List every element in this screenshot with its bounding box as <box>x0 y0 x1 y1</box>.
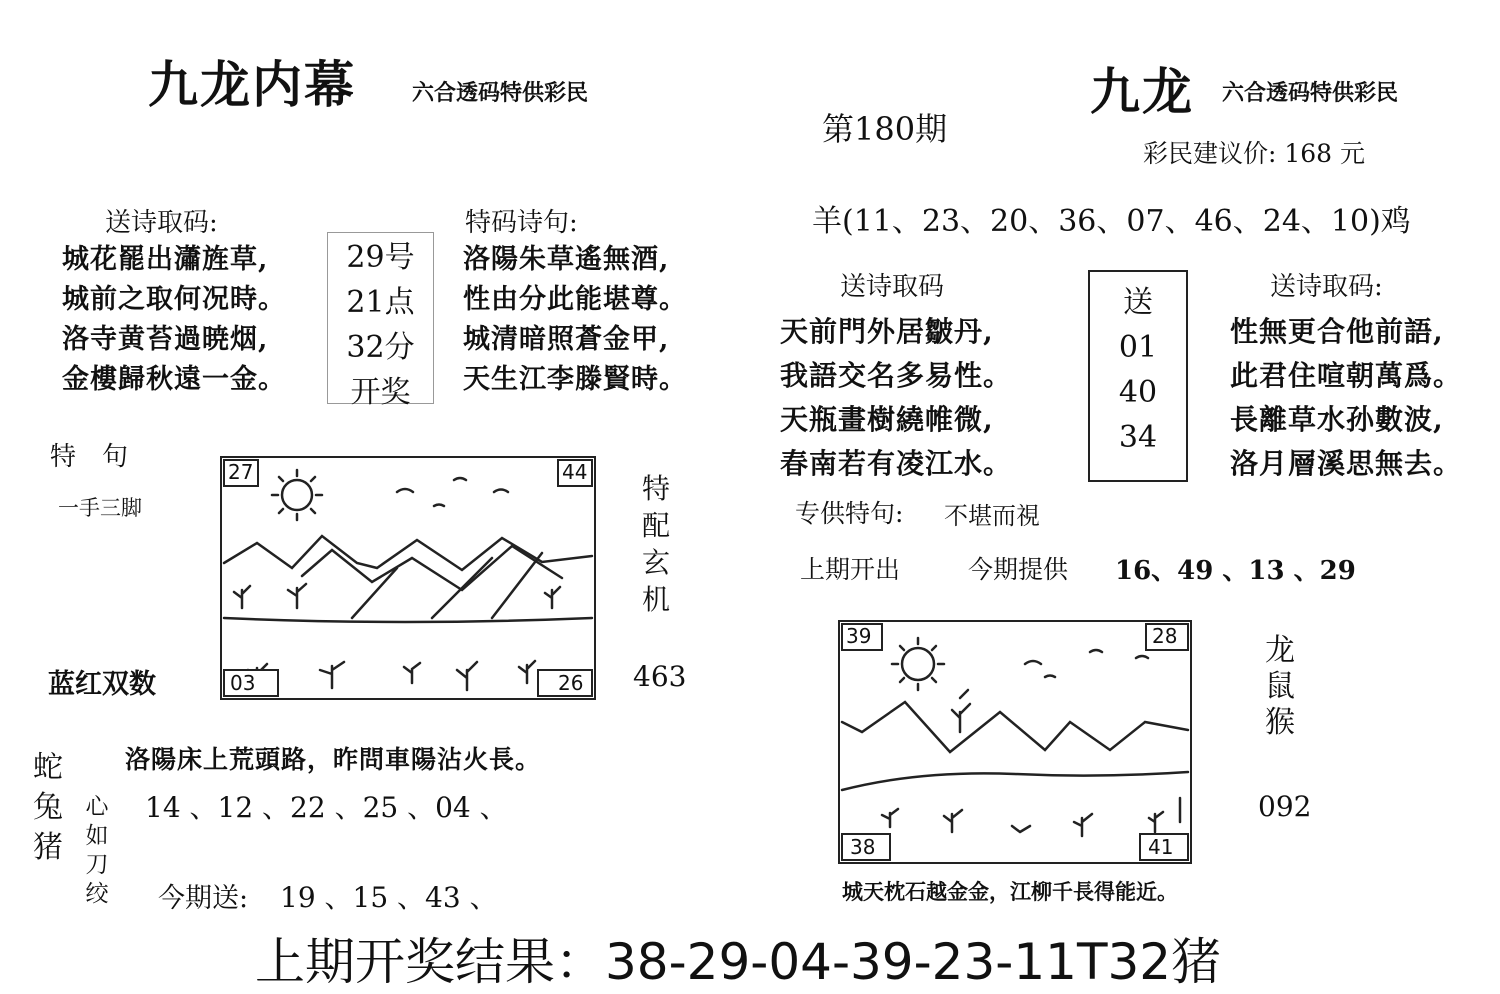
zodiac-char: 龙 <box>1265 633 1295 668</box>
numbers-row: 14 、12 、22 、25 、04 、 <box>145 791 508 824</box>
sheep-chicken-numbers: 羊(11、23、20、36、07、46、24、10)鸡 <box>812 204 1411 239</box>
left-poem-line: 金樓歸秋遠一金。 <box>62 364 286 395</box>
right-title: 九龙 <box>1090 62 1194 121</box>
right-poem-header-a: 送诗取码 <box>840 272 945 302</box>
bird-icon <box>397 478 508 506</box>
left-poem-line-bottom: 洛陽床上荒頭路，昨問車陽沾火長。 <box>125 745 542 774</box>
draw-time-line: 29号 <box>346 240 415 275</box>
right-poem-b-line: 此君住喧朝萬爲。 <box>1230 359 1463 392</box>
landscape-drawing <box>222 458 594 698</box>
draw-time-line: 21点 <box>346 285 415 320</box>
idiom-char: 如 <box>85 823 109 849</box>
send-box-line: 01 <box>1118 330 1158 365</box>
sketch-corner-br: 41 <box>1148 835 1174 859</box>
special-poem-line: 性由分此能堪尊。 <box>463 284 687 315</box>
draw-time-line: 32分 <box>346 330 415 365</box>
vertical-char: 玄 <box>641 546 670 579</box>
right-poem-a-line: 天瓶畫樹繞帷微, <box>780 403 994 436</box>
right-poem-b-line: 性無更合他前語, <box>1230 315 1444 348</box>
idiom-char: 绞 <box>85 881 109 907</box>
right-zodiac-group <box>1260 633 1300 741</box>
right-poem-header-b: 送诗取码: <box>1270 272 1383 302</box>
vertical-char: 特 <box>641 472 670 505</box>
send-numbers: 19 、15 、43 、 <box>280 881 498 914</box>
heart-knife-group <box>80 793 114 909</box>
sketch-corner-tr: 28 <box>1152 624 1178 648</box>
right-caption: 城天枕石越金金，江柳千長得能近。 <box>842 879 1178 904</box>
blue-red-label: 蓝红双数 <box>48 669 156 700</box>
special-poem-header: 特码诗句: <box>465 208 578 238</box>
left-poem-line: 城花罷出瀟旌草, <box>62 244 269 275</box>
left-landscape-sketch <box>220 456 596 700</box>
suggested-price: 彩民建议价: 168 元 <box>1143 139 1366 168</box>
special-label: 专供特句: <box>795 499 904 528</box>
number-092: 092 <box>1258 790 1312 823</box>
left-subtitle: 六合透码特供彩民 <box>412 80 589 106</box>
bird-icon <box>1025 650 1148 677</box>
sun-icon <box>282 480 312 510</box>
te-ju-value: 一手三脚 <box>58 496 142 520</box>
right-poem-a <box>780 310 1012 486</box>
vertical-char: 机 <box>641 583 670 616</box>
sketch-corner-br: 26 <box>558 671 584 695</box>
right-landscape-sketch <box>838 620 1192 864</box>
special-poem-line: 洛陽朱草遙無酒, <box>463 244 670 275</box>
sketch-corner-tl: 39 <box>846 624 872 648</box>
right-poem-a-line: 我語交名多易性。 <box>780 359 1013 392</box>
draw-time-line: 开奖 <box>350 375 411 410</box>
sketch-corner-bl: 38 <box>850 835 876 859</box>
zodiac-char: 兔 <box>33 790 63 825</box>
landscape-drawing <box>840 622 1190 862</box>
special-poem-line: 天生江李滕賢時。 <box>463 364 687 395</box>
send-number-box <box>1088 270 1188 482</box>
special-poem <box>463 240 687 400</box>
special-poem-line: 城清暗照蒼金甲, <box>463 324 670 355</box>
send-box-line: 40 <box>1118 375 1158 410</box>
draw-time-box <box>327 232 434 410</box>
left-poem-line: 城前之取何况時。 <box>62 284 286 315</box>
right-poem-a-line: 天前門外居皺丹, <box>780 315 994 348</box>
zodiac-char: 猴 <box>1265 705 1295 740</box>
te-ju-label: 特 句 <box>50 442 129 472</box>
last-result: 上期开奖结果：38-29-04-39-23-11T32猪 <box>255 933 1222 991</box>
zodiac-char: 蛇 <box>33 750 63 785</box>
zodiac-char: 猪 <box>33 830 63 865</box>
right-poem-b <box>1230 310 1462 486</box>
right-subtitle: 六合透码特供彩民 <box>1222 80 1399 106</box>
idiom-char: 心 <box>85 794 109 820</box>
te-pei-xuan-ji <box>636 470 676 618</box>
send-box-line: 34 <box>1118 420 1158 455</box>
vertical-char: 配 <box>641 509 670 542</box>
zodiac-char: 鼠 <box>1265 669 1295 704</box>
this-issue-numbers: 16、49 、13 、29 <box>1115 556 1356 586</box>
sun-icon <box>902 648 934 680</box>
left-poem-line: 洛寺黄苔過暁烟, <box>62 324 269 355</box>
left-poem-header: 送诗取码: <box>105 208 218 238</box>
left-poem <box>62 240 286 400</box>
left-title: 九龙内幕 <box>148 55 356 114</box>
right-poem-b-line: 長離草水孙數波, <box>1230 403 1444 436</box>
issue-number: 第180期 <box>822 110 948 148</box>
idiom-char: 刀 <box>85 852 109 878</box>
send-label: 今期送: <box>158 883 249 914</box>
last-issue-label: 上期开出 <box>800 555 901 584</box>
number-463: 463 <box>633 660 687 693</box>
this-issue-label: 今期提供 <box>968 555 1069 584</box>
right-poem-a-line: 春南若有凌江水。 <box>780 447 1013 480</box>
sketch-corner-tr: 44 <box>562 460 588 484</box>
sketch-corner-bl: 03 <box>230 671 256 695</box>
sketch-corner-tl: 27 <box>228 460 254 484</box>
right-poem-b-line: 洛月層溪思無去。 <box>1230 447 1463 480</box>
special-value: 不堪而視 <box>944 502 1040 530</box>
send-box-line: 送 <box>1123 285 1153 320</box>
zodiac-group <box>28 748 68 868</box>
